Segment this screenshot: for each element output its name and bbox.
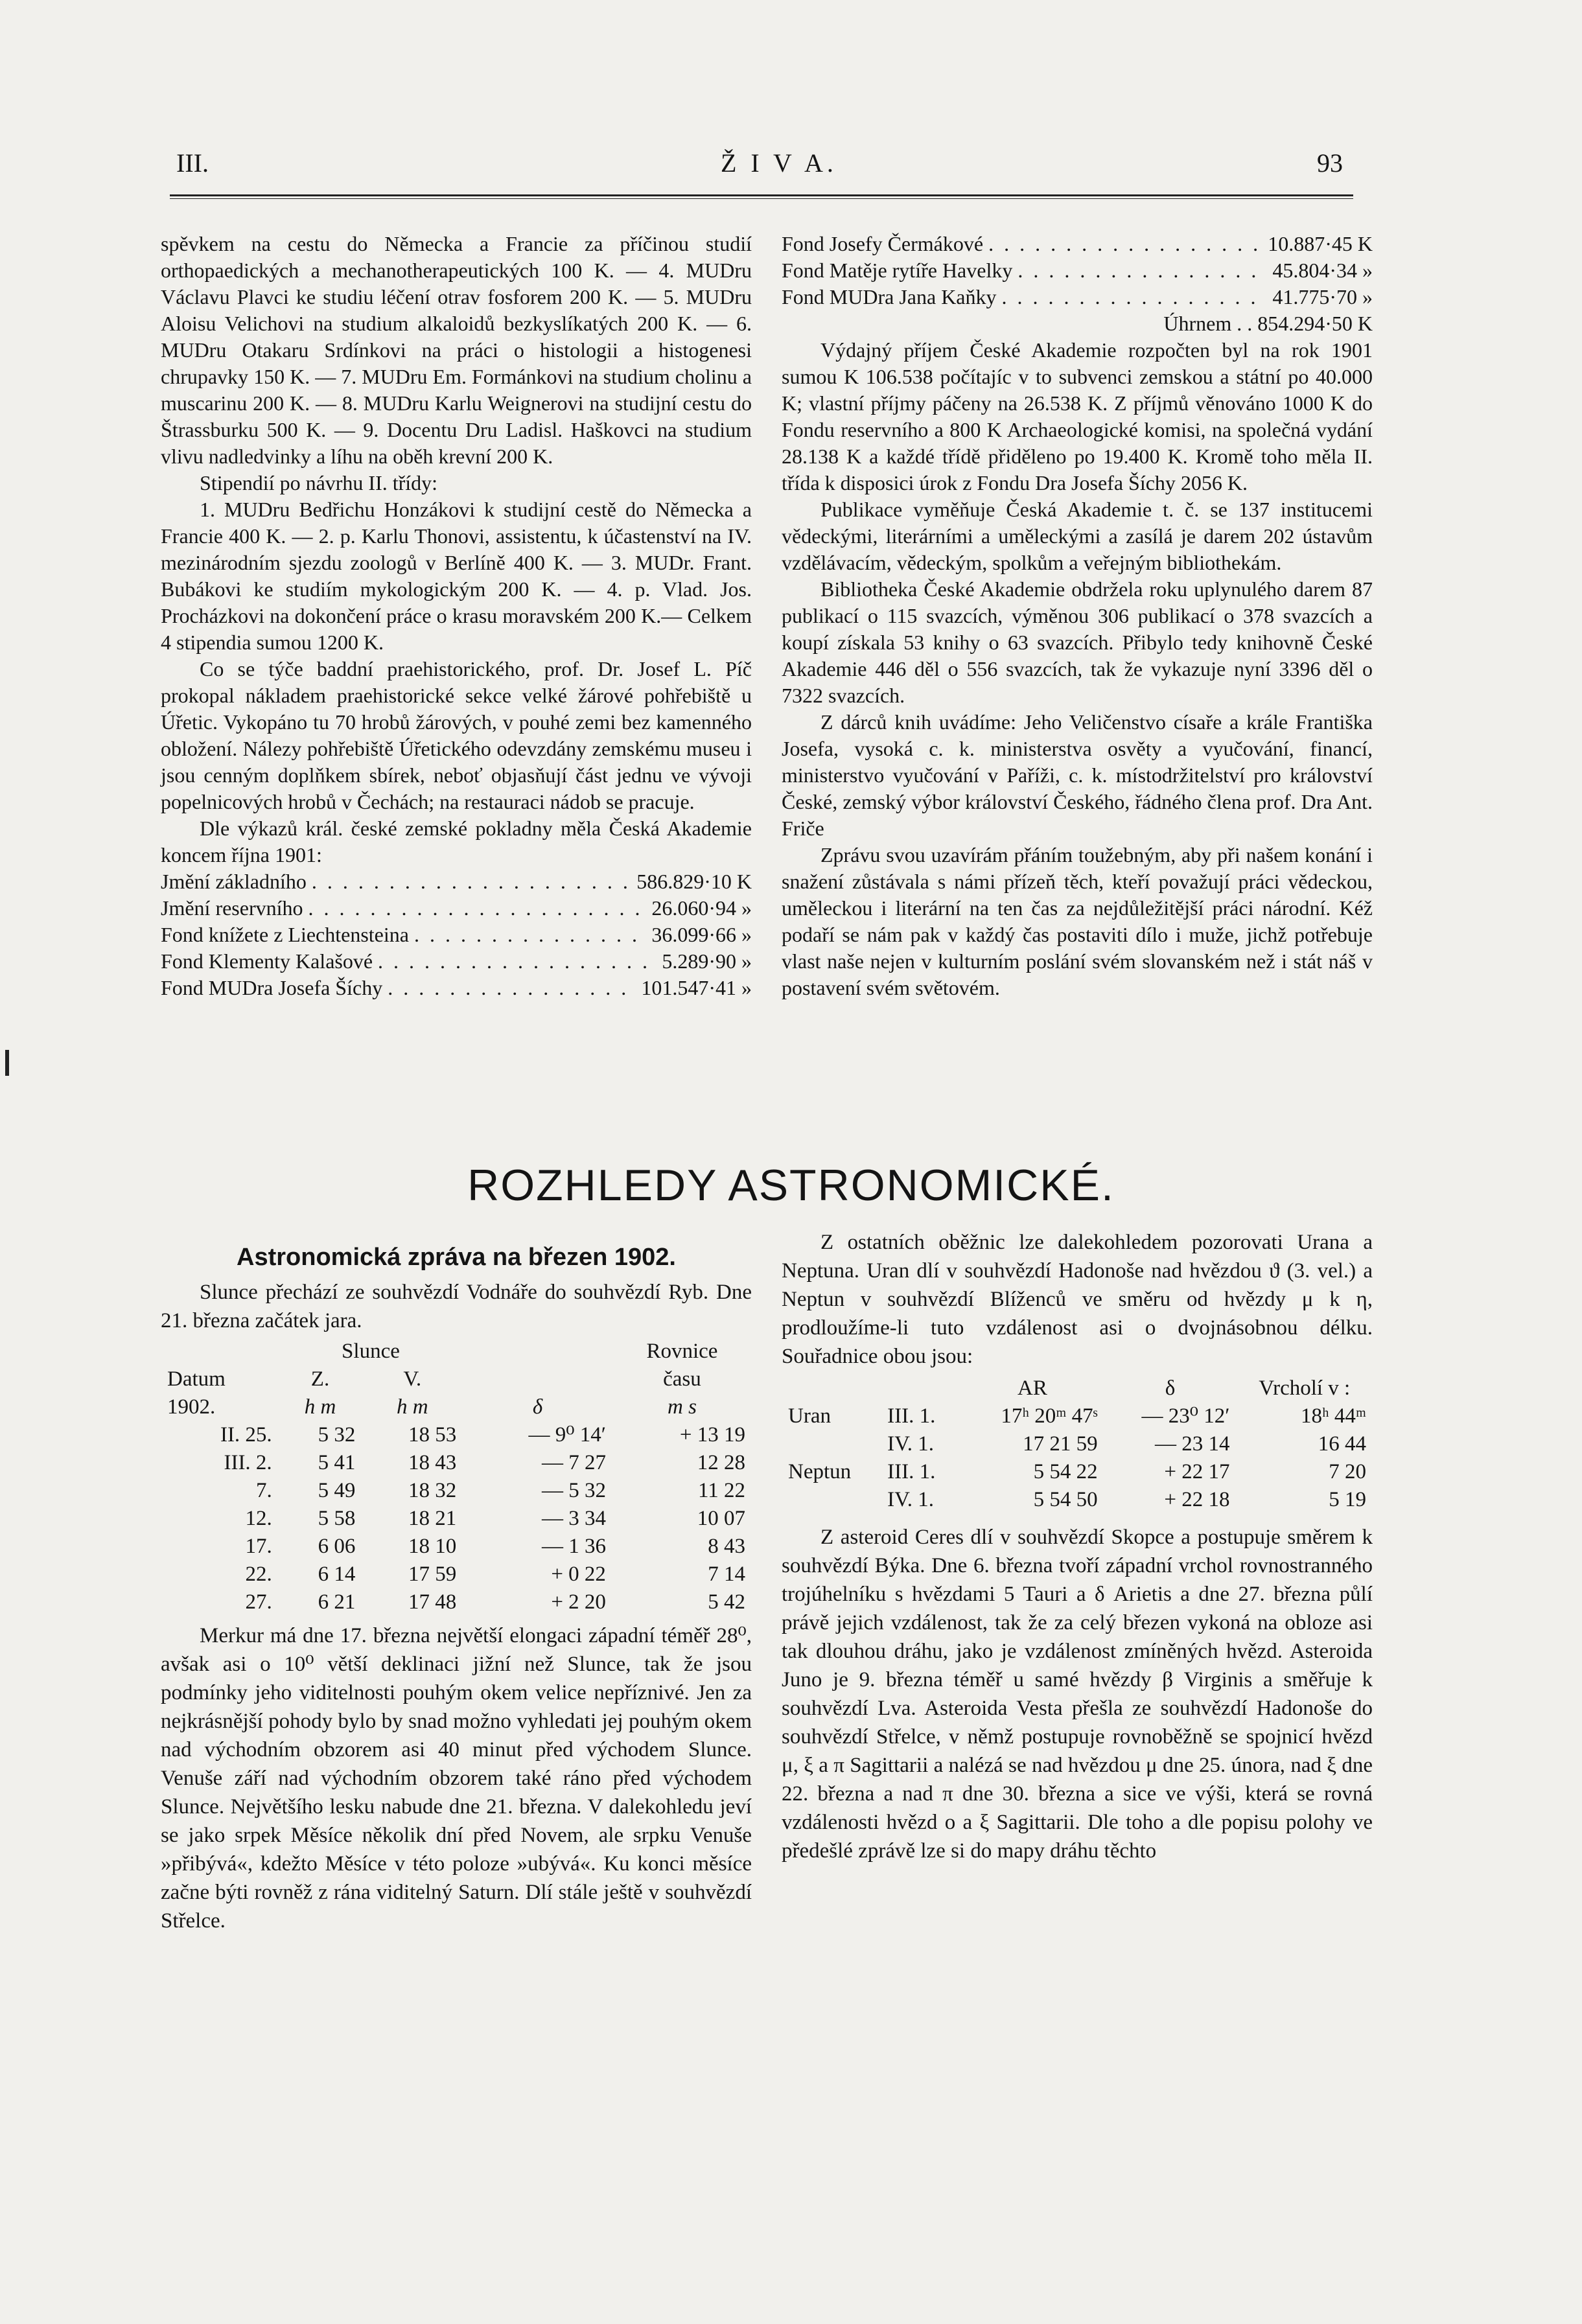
table-cell: 8 43 xyxy=(708,1535,745,1558)
fund-value: 5.289·90 » xyxy=(662,949,752,973)
fund-row xyxy=(161,922,752,948)
table-header: h m xyxy=(396,1395,428,1419)
table-cell: 7 20 xyxy=(1329,1460,1366,1483)
table-cell: 10 07 xyxy=(697,1507,745,1530)
section-title: ROZHLEDY ASTRONOMICKÉ. xyxy=(467,1161,1115,1210)
table-cell: 5 32 xyxy=(318,1423,356,1447)
paragraph: Z dárců knih uvádíme: Jeho Veličenstvo císaře a krále Františka Josefa, vysoká c. k. ministerstva osvěty a vyučování, financí, ministerstvo vyučování v Paříži, c. k. místodržitelství pro království České, zemský výbor království Českého, řádného člena prof. Dra Ant. Friče xyxy=(782,710,1373,840)
fund-row xyxy=(161,948,752,975)
table-header-row xyxy=(161,1393,752,1421)
table-cell: II. 25. xyxy=(220,1423,272,1447)
fund-name: Fond Matěje rytíře Havelky xyxy=(782,259,1013,282)
fund-name: Fond knížete z Liechtensteina xyxy=(161,923,409,946)
header-issue: III. xyxy=(176,148,209,178)
table-row xyxy=(782,1402,1373,1430)
fund-row xyxy=(161,975,752,1001)
paragraph: Merkur má dne 17. března největší elongaci západní téměř 28⁰, avšak asi o 10⁰ větší deklinaci jižní než Slunce, tak že jsou podmínky jeho viditelnosti pouhým okem velice nepříznivé. Jen za nejkrásnější pohody bylo by snad možno vyhledati jej pouhým okem nad východním obzorem asi 40 minut před východem Slunce. Venuše září nad východním obzorem také ráno před východem Slunce. Největšího lesku nabude dne 21. března. V dalekohledu jeví se jako srpek Měsíce několik dní před Novem, ale srpku Venuše »přibývá«, kdežto Měsíce v této poloze »ubývá«. Ku konci měsíce začne býti rovněž z rána viditelný Saturn. Dlí stále ještě v souhvězdí Střelce. xyxy=(161,1624,752,1933)
table-cell: 17 48 xyxy=(408,1590,457,1614)
table-cell xyxy=(782,1486,881,1514)
table-header: 1902. xyxy=(167,1395,216,1419)
table-header: AR xyxy=(1018,1377,1047,1400)
paragraph: Co se týče baddní praehistorického, prof. Dr. Josef L. Píč prokopal nákladem praehistorické sekce velké žárové pohřebiště u Úřetic. Vykopáno tu 70 hrobů žárových, v pouhé zemi bez kamenného obložení. Nálezy pohřebiště Úřetického odevzdány zemskému museu i jsou cenným doplňkem sbírek, neboť objasňují část jednu ve vývoji popelnicových hrobů v Čechách; na restauraci nádob se pracuje. xyxy=(161,657,752,813)
table-row xyxy=(782,1430,1373,1458)
table-cell: 18 21 xyxy=(408,1507,457,1530)
table-cell: Uran xyxy=(788,1404,831,1428)
table-cell: 5 54 50 xyxy=(1033,1488,1098,1511)
table-cell xyxy=(782,1430,881,1458)
table-header: Z. xyxy=(310,1367,330,1391)
paragraph: Dle výkazů král. české zemské pokladny měla Česká Akademie koncem října 1901: xyxy=(161,817,752,866)
fund-value: 45.804·34 » xyxy=(1272,259,1373,282)
table-cell: 6 14 xyxy=(318,1563,356,1586)
paragraph: Slunce přechází ze souhvězdí Vodnáře do souhvězdí Ryb. Dne 21. března začátek jara. xyxy=(161,1281,752,1332)
table-cell: — 5 32 xyxy=(541,1479,606,1502)
table-cell: + 13 19 xyxy=(679,1423,745,1447)
table-header: δ xyxy=(532,1395,543,1419)
table-row xyxy=(161,1533,752,1561)
table-cell: 18 53 xyxy=(408,1423,457,1447)
header-rule-thin xyxy=(170,198,1353,199)
table-header-row xyxy=(782,1375,1373,1402)
table-cell: IV. 1. xyxy=(887,1432,934,1456)
table-cell: 17. xyxy=(245,1535,272,1558)
table-cell: — 23 14 xyxy=(1154,1432,1230,1456)
table-header: δ xyxy=(1165,1377,1176,1400)
fund-row xyxy=(782,284,1373,310)
fund-name: Fond Josefy Čermákové xyxy=(782,232,984,255)
table-cell: + 0 22 xyxy=(551,1563,606,1586)
table-cell: 11 22 xyxy=(697,1479,745,1502)
paragraph: Z asteroid Ceres dlí v souhvězdí Skopce a postupuje směrem k souhvězdí Býka. Dne 6. března tvoří západní vrchol rovnostranného trojúhelníku s hvězdami 5 Tauri a δ Arietis a dne 27. března půlí právě jejich vzdálenost, tak že za celý březen vykoná na obloze asi tak dlouhou dráhu, jako je vzdálenost zmíněných hvězd. Asteroida Juno je 9. března téměř u samé hvězdy β Virginis a směřuje k souhvězdí Lva. Asteroida Vesta přešla ze souhvězdí Hadonoše do souhvězdí Střelce, v němž postupuje rovnoběžně se spojnicí hvězd μ, ξ a π Sagittarii a nalézá se nad hvězdou μ dne 25. února, nad ξ dne 22. března a nad π dne 30. března a sice ve výši, která se rovná vzdálenosti hvězd o a ξ Sagittarii. Dle toho a dle popisu polohy ve předešlé zprávě lze si do mapy dráhu těchto xyxy=(782,1526,1373,1863)
table-header: V. xyxy=(403,1367,422,1391)
table-cell: 5 49 xyxy=(318,1479,356,1502)
table-header xyxy=(881,1375,960,1402)
paragraph: Z ostatních oběžnic lze dalekohledem pozorovati Urana a Neptuna. Uran dlí v souhvězdí Hadonoše nad hvězdou ϑ (3. vel.) a Neptun v souhvězdí Blíženců ve směru od hvězdy μ k η, prodloužíme-li tuto vzdálenost asi o dvojnásobnou délku. Souřadnice obou jsou: xyxy=(782,1231,1373,1368)
fund-name: Fond Klementy Kalašové xyxy=(161,949,373,973)
table-cell: 22. xyxy=(245,1563,272,1586)
fund-value: 36.099·66 » xyxy=(651,923,752,946)
table-cell: III. 2. xyxy=(224,1451,272,1474)
table-cell: 18 32 xyxy=(408,1479,457,1502)
fund-row xyxy=(782,231,1373,257)
table-cell: 5 42 xyxy=(708,1590,745,1614)
margin-mark xyxy=(5,1050,9,1076)
table-header xyxy=(782,1375,881,1402)
table-cell: 17 59 xyxy=(408,1563,457,1586)
table-cell: 18 10 xyxy=(408,1535,457,1558)
table-header: času xyxy=(663,1367,701,1391)
fund-value: 26.060·94 » xyxy=(651,896,752,920)
table-header-row xyxy=(161,1365,752,1393)
table-header: m s xyxy=(668,1395,697,1419)
table-cell: III. 1. xyxy=(887,1460,936,1483)
table-header-row xyxy=(161,1338,752,1365)
table-row xyxy=(782,1486,1373,1514)
table-cell: 17 21 59 xyxy=(1023,1432,1098,1456)
table-row xyxy=(161,1421,752,1449)
table-cell: Neptun xyxy=(788,1460,852,1483)
table-cell: 16 44 xyxy=(1318,1432,1366,1456)
right-column xyxy=(782,231,1373,1001)
fund-row xyxy=(161,868,752,895)
paragraph: Zprávu svou uzavírám přáním toužebným, aby při našem konání i snažení zůstávala s námi přízeň těch, kteří považují práci vědeckou, uměleckou i literární na ten čas za nejdůležitější práci národní. Kéž podaří se nám pak v každý čas postaviti dílo i muže, jichž potřebuje vlast naše nejen v kulturním poslání svém slovanském než i stát náš v postavení svém světovém. xyxy=(782,843,1373,999)
astro-right-column xyxy=(782,1228,1373,1865)
table-cell: 5 41 xyxy=(318,1451,356,1474)
table-row xyxy=(782,1458,1373,1486)
fund-value: 586.829·10 K xyxy=(636,870,752,893)
table-cell: 18 43 xyxy=(408,1451,457,1474)
table-header: Slunce xyxy=(342,1340,400,1363)
planet-table xyxy=(782,1375,1373,1514)
table-cell: IV. 1. xyxy=(887,1488,934,1511)
table-row xyxy=(161,1477,752,1505)
paragraph: Publikace vyměňuje Česká Akademie t. č. se 137 institucemi vědeckými, literárními a uměleckými a zasílá je darem 202 ústavům vzdělávacím, vědeckým, spolkům a veřejným bibliothekám. xyxy=(782,498,1373,574)
table-cell: 27. xyxy=(245,1590,272,1614)
fund-name: Jmění základního xyxy=(161,870,307,893)
table-cell: 5 54 22 xyxy=(1033,1460,1098,1483)
table-row xyxy=(161,1505,752,1533)
table-cell: + 22 18 xyxy=(1164,1488,1230,1511)
fund-total: Úhrnem . . 854.294·50 K xyxy=(1163,312,1373,335)
table-cell: 7. xyxy=(255,1479,272,1502)
fund-value: 41.775·70 » xyxy=(1272,285,1373,308)
table-cell: 5 58 xyxy=(318,1507,356,1530)
table-header: Datum xyxy=(167,1367,226,1391)
table-cell: III. 1. xyxy=(887,1404,936,1428)
header-rule xyxy=(170,194,1353,196)
table-cell: — 3 34 xyxy=(541,1507,606,1530)
table-cell: — 9⁰ 14′ xyxy=(528,1423,606,1447)
article-title: Astronomická zpráva na březen 1902. xyxy=(237,1244,676,1271)
table-cell: + 22 17 xyxy=(1164,1460,1230,1483)
table-row xyxy=(161,1588,752,1616)
table-cell: — 23⁰ 12′ xyxy=(1141,1404,1230,1428)
fund-value: 10.887·45 K xyxy=(1268,232,1373,255)
fund-value: 101.547·41 » xyxy=(641,976,752,999)
fund-row xyxy=(161,895,752,922)
sun-table xyxy=(161,1338,752,1616)
left-column xyxy=(161,231,752,1001)
table-cell: 6 21 xyxy=(318,1590,356,1614)
running-header xyxy=(176,148,1343,187)
table-cell: 17ʰ 20ᵐ 47ˢ xyxy=(1001,1404,1098,1428)
table-cell: 12. xyxy=(245,1507,272,1530)
fund-name: Jmění reservního xyxy=(161,896,303,920)
page-number: 93 xyxy=(1317,148,1343,178)
table-cell: 12 28 xyxy=(697,1451,745,1474)
table-cell: 18ʰ 44ᵐ xyxy=(1301,1404,1366,1428)
table-header: Vrcholí v : xyxy=(1259,1377,1351,1400)
table-cell: — 7 27 xyxy=(541,1451,606,1474)
paragraph: 1. MUDru Bedřichu Honzákovi k studijní cestě do Německa a Francie 400 K. — 2. p. Karlu Thonovi, assistentu, k účastenství na IV. mezinárodním sjezdu zoologů v Berlíně 400 K. — 3. MUDr. Frant. Bubákovi ke studiím mykologickým 200 K. — 4. p. Vlad. Jos. Procházkovi na dokončení práce o krasu moravském 200 K.— Celkem 4 stipendia sumou 1200 K. xyxy=(161,498,752,654)
table-cell: 7 14 xyxy=(708,1563,745,1586)
paragraph: Výdajný příjem České Akademie rozpočten byl na rok 1901 sumou K 106.538 počítajíc v to subvenci zemskou a státní po 40.000 K; vlastní příjmy páčeny na 26.538 K. Z příjmů věnováno 1000 K do Fondu reservního a 800 K Archaeologické komisi, na společná vydání 28.138 K a každé třídě přiděleno po 19.400 K. Kromě toho měla II. třída k disposici úrok z Fondu Dra Josefa Šíchy 2056 K. xyxy=(782,338,1373,494)
paragraph: spěvkem na cestu do Německa a Francie za příčinou studií orthopaedických a mechanotherapeutických 100 K. — 4. MUDru Václavu Plavci ke studiu léčení otrav fosforem 200 K. — 5. MUDru Aloisu Velichovi na studium alkaloidů bezkyslíkatých 200 K. — 6. MUDru Otakaru Srdínkovi na práci o histologii a histogenesi chrupavky 150 K. — 7. MUDru Em. Formánkovi na studium cholinu a muscarinu 200 K. — 8. MUDru Karlu Weignerovi na studijní cestu do Štrassburku 500 K. — 9. Docentu Dru Ladisl. Haškovci na studium vlivu nadledvinky a líhu na oběh krevní 200 K. xyxy=(161,232,752,468)
table-row xyxy=(161,1449,752,1477)
table-header xyxy=(161,1338,279,1365)
paragraph: Stipendií po návrhu II. třídy: xyxy=(200,471,438,494)
table-cell: + 2 20 xyxy=(551,1590,606,1614)
fund-row xyxy=(782,257,1373,284)
table-row xyxy=(161,1561,752,1588)
table-cell: 6 06 xyxy=(318,1535,356,1558)
table-cell: — 1 36 xyxy=(541,1535,606,1558)
paragraph: Bibliotheka České Akademie obdržela roku uplynulého darem 87 publikací o 115 svazcích, výměnou 306 publikací o 378 svazcích a koupí získala 53 knihy o 63 svazcích. Přibylo tedy knihovně České Akademie 446 děl o 556 svazcích, tak že vykazuje nyní 3396 děl o 7322 svazcích. xyxy=(782,577,1373,707)
fund-name: Fond MUDra Jana Kaňky xyxy=(782,285,997,308)
table-header xyxy=(463,1338,612,1365)
astro-left-column xyxy=(161,1243,752,1935)
table-header: Rovnice xyxy=(646,1340,718,1363)
table-header xyxy=(463,1365,612,1393)
table-cell: 5 19 xyxy=(1329,1488,1366,1511)
fund-name: Fond MUDra Josefa Šíchy xyxy=(161,976,383,999)
header-journal-title: Ž I V A. xyxy=(721,148,837,178)
table-header: h m xyxy=(304,1395,336,1419)
